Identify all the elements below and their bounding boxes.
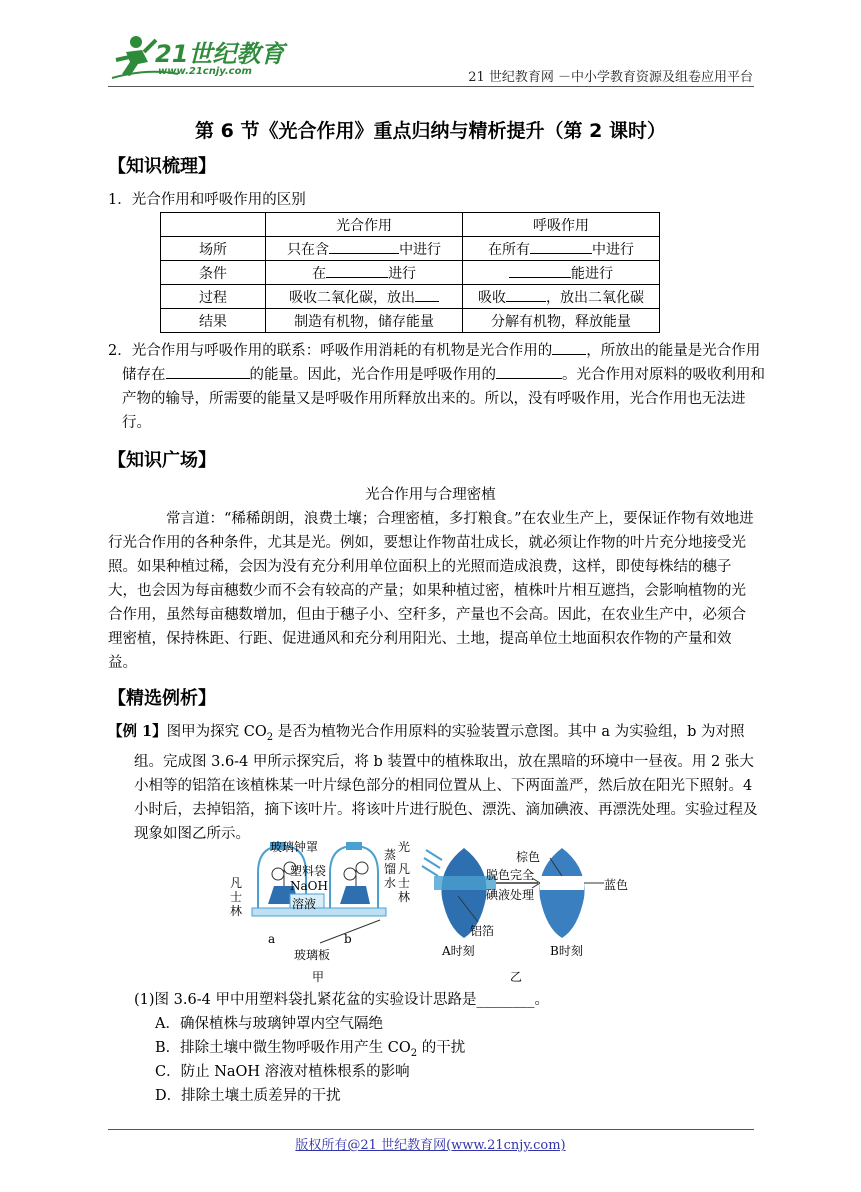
label-b: b xyxy=(344,932,352,946)
label-foil: 铝箔 xyxy=(470,924,495,938)
table-cell: 过程 xyxy=(161,285,266,309)
cell-text: 在 xyxy=(312,265,327,282)
subscript: 2 xyxy=(266,731,274,743)
label-vaseline-left xyxy=(230,876,244,918)
cell-text: ，放出二氧化碳 xyxy=(546,289,645,306)
cell-text: 中进行 xyxy=(399,241,442,258)
label-blue: 蓝色 xyxy=(604,878,629,892)
label-char: 士 xyxy=(398,876,411,890)
table-cell xyxy=(266,285,463,309)
table-row xyxy=(161,261,660,285)
label-bell-jar: 玻璃钟罩 xyxy=(270,840,319,854)
label-char: 水 xyxy=(384,876,397,890)
label-glass-plate: 玻璃板 xyxy=(294,948,331,962)
example-text: 是否为植物光合作用原料的实验装置示意图。其中 a 为实验组，b 为对照组。完成图 3.6-4 甲所示探究后，将 b 装置中的植株取出，放在黑暗的环境中一昼夜。用 2 张大小相等的铝箔在该植株某一叶片绿色部分的相同位置从上、下两面盖严，然后放在阳光下照射。4 小时后，去掉铝箔，摘下该叶片。将该叶片进行脱色、漂洗、滴加碘液、再漂洗处理。实验过程及现象如图乙所示。 xyxy=(134,724,758,842)
figure-drawing xyxy=(220,838,650,988)
table-cell xyxy=(161,213,266,237)
table-cell: 制造有机物，储存能量 xyxy=(266,309,463,333)
label-a: a xyxy=(268,932,276,946)
example-1 xyxy=(108,720,762,846)
experiment-figure xyxy=(220,838,650,988)
comparison-table xyxy=(160,212,660,333)
fill-blank[interactable] xyxy=(415,287,439,302)
cell-text: 进行 xyxy=(388,265,417,282)
label-iodine: 碘液处理 xyxy=(486,888,535,902)
item-1: 1．光合作用和呼吸作用的区别 xyxy=(108,192,306,208)
option-a[interactable]: A．确保植株与玻璃钟罩内空气隔绝 xyxy=(155,1016,383,1032)
question-1: (1)图 3.6-4 甲中用塑料袋扎紧花盆的实验设计思路是________。 xyxy=(134,992,549,1008)
fill-blank[interactable] xyxy=(166,364,250,379)
cell-text: 能进行 xyxy=(571,265,614,282)
caption-yi: 乙 xyxy=(510,970,523,984)
label-brown: 棕色 xyxy=(516,850,541,864)
option-text: B．排除土壤中微生物呼吸作用产生 CO xyxy=(155,1040,411,1056)
example-text: 图甲为探究 CO xyxy=(166,724,267,740)
label-plastic-bag: 塑料袋 xyxy=(290,864,327,878)
item-2 xyxy=(108,339,768,435)
item-2-text: 的能量。因此，光合作用是呼吸作用的 xyxy=(249,367,496,383)
header-site-name: 21 世纪教育网 －中小学教育资源及组卷应用平台 xyxy=(468,70,753,85)
section-heading-knowledge: 【知识梳理】 xyxy=(108,156,216,177)
table-row xyxy=(161,213,660,237)
subscript: 2 xyxy=(410,1047,418,1059)
table-cell xyxy=(463,261,660,285)
label-b-time: B时刻 xyxy=(550,944,583,958)
label-naoh: NaOH xyxy=(290,879,328,893)
item-2-text: 2．光合作用与呼吸作用的联系：呼吸作用消耗的有机物是光合作用的 xyxy=(108,343,553,359)
table-row xyxy=(161,309,660,333)
cell-text: 吸收 xyxy=(478,289,507,306)
label-char: 凡 xyxy=(230,876,243,890)
fill-blank[interactable] xyxy=(509,263,571,278)
label-distilled-water xyxy=(384,848,398,890)
article-body: 常言道：“稀稀朗朗，浪费土壤；合理密植，多打粮食。”在农业生产上，要保证作物有效地进行光合作用的各种条件，尤其是光。例如，要想让作物苗壮成长，就必须让作物的叶片充分地接受光照。如果种植过稀，会因为没有充分利用单位面积上的光照而造成浪费，这样，即使每株结的穗子大，也会因为每亩穗数少而不会有较高的产量；如果种植过密，植株叶片相互遮挡，会影响植物的光合作用，虽然每亩穗数增加，但由于穗子小、空秆多，产量也不会高。因此，在农业生产中，必须合理密植，保持株距、行距、促进通风和充分利用阳光、土地，提高单位土地面积农作物的产量和效益。 xyxy=(108,511,754,671)
logo-url: www.21cnjy.com xyxy=(158,66,252,77)
label-vaseline-right xyxy=(398,862,412,904)
table-row xyxy=(161,237,660,261)
fill-blank[interactable] xyxy=(530,239,592,254)
item-2-text: 。光合作用对原料的吸收利用和产物的输导，所需要的能量又是呼吸作用所释放出来的。所以，没有呼吸作用，光合作用也无法进行。 xyxy=(122,367,765,431)
page-title: 第 6 节《光合作用》重点归纳与精析提升（第 2 课时） xyxy=(195,120,666,142)
table-cell: 分解有机物，释放能量 xyxy=(463,309,660,333)
caption-jia: 甲 xyxy=(312,970,325,984)
table-cell: 条件 xyxy=(161,261,266,285)
fill-blank[interactable] xyxy=(326,263,388,278)
label-decolor: 脱色完全 xyxy=(486,868,535,882)
cell-text: 吸收二氧化碳，放出 xyxy=(289,289,416,306)
fill-blank[interactable] xyxy=(329,239,399,254)
table-cell xyxy=(266,237,463,261)
fill-blank[interactable] xyxy=(506,287,546,302)
article-title: 光合作用与合理密植 xyxy=(365,487,496,503)
label-char: 馏 xyxy=(384,862,397,876)
footer-divider xyxy=(108,1129,754,1130)
label-char: 林 xyxy=(398,890,411,904)
item-2-text: ，所放出的能量是光合作用储存在 xyxy=(122,343,761,383)
table-row xyxy=(161,285,660,309)
option-text: 的干扰 xyxy=(417,1040,466,1056)
example-label: 【例 1】 xyxy=(108,723,167,740)
fill-blank[interactable] xyxy=(552,340,586,355)
table-cell: 光合作用 xyxy=(266,213,463,237)
table-cell xyxy=(266,261,463,285)
cell-text: 在所有 xyxy=(488,241,531,258)
table-cell: 结果 xyxy=(161,309,266,333)
header-divider xyxy=(108,86,754,87)
label-char: 林 xyxy=(230,904,243,918)
cell-text: 只在含 xyxy=(287,241,330,258)
table-cell: 场所 xyxy=(161,237,266,261)
label-char: 凡 xyxy=(398,862,411,876)
option-c[interactable]: C．防止 NaOH 溶液对植株根系的影响 xyxy=(155,1064,410,1080)
option-d[interactable]: D．排除土壤土质差异的干扰 xyxy=(155,1088,341,1104)
table-cell: 呼吸作用 xyxy=(463,213,660,237)
fill-blank[interactable] xyxy=(496,364,562,379)
label-char: 蒸 xyxy=(384,848,397,862)
section-heading-plaza: 【知识广场】 xyxy=(108,450,216,471)
label-solution: 溶液 xyxy=(292,897,317,911)
label-char: 士 xyxy=(230,890,243,904)
table-cell xyxy=(463,237,660,261)
label-a-time: A时刻 xyxy=(442,944,475,958)
logo-text: 21世纪教育 xyxy=(155,40,285,68)
cell-text: 中进行 xyxy=(592,241,635,258)
section-heading-examples: 【精选例析】 xyxy=(108,688,216,709)
label-light: 光 xyxy=(398,840,411,854)
table-cell xyxy=(463,285,660,309)
footer-copyright-link[interactable]: 版权所有@21 世纪教育网(www.21cnjy.com) xyxy=(295,1138,566,1153)
